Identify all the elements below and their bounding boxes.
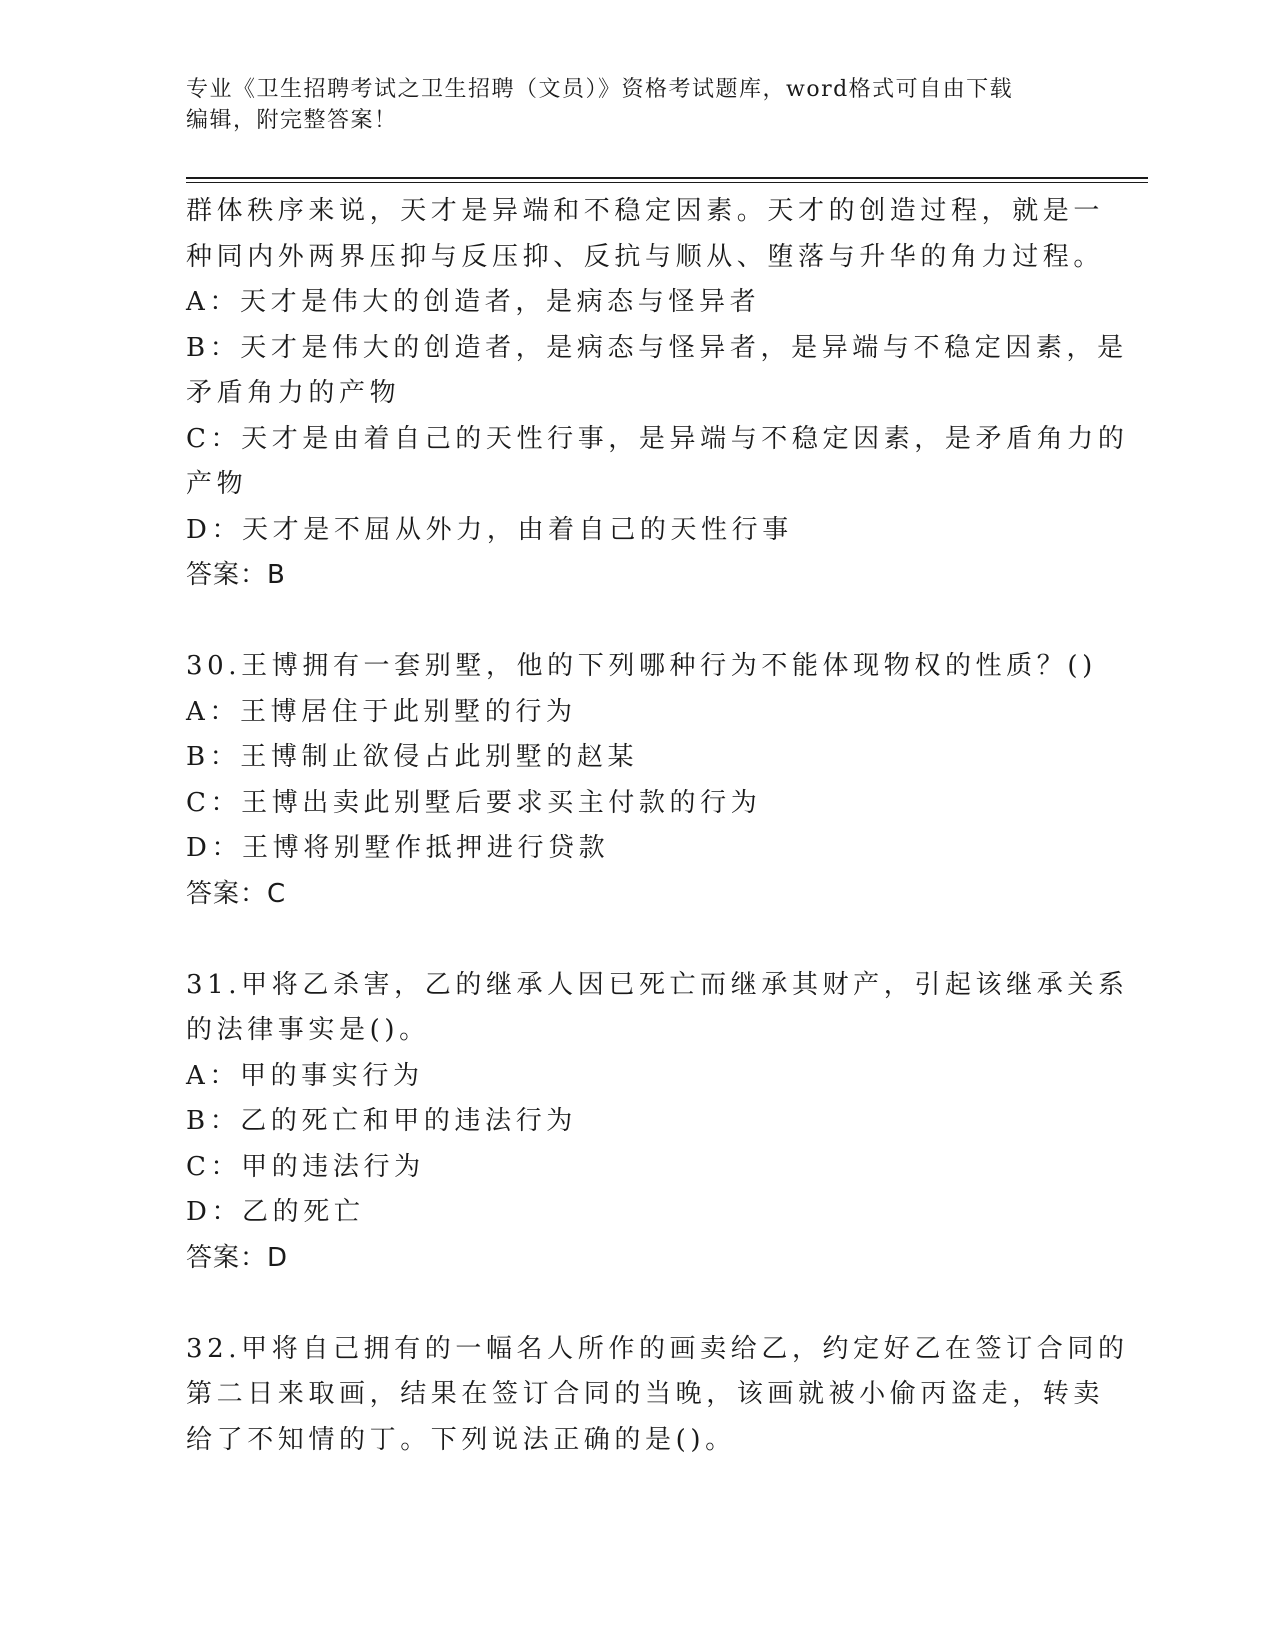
- question-29-option-d: D：天才是不屈从外力，由着自己的天性行事: [186, 514, 793, 545]
- question-32-block: [186, 1327, 1129, 1464]
- question-30-option-b: B：王博制止欲侵占此别墅的赵某: [186, 742, 639, 772]
- question-29-option-b: B：天才是伟大的创造者，是病态与怪异者，是异端与不稳定因素，是: [186, 332, 1128, 363]
- question-29-option-a: A：天才是伟大的创造者，是病态与怪异者: [186, 287, 761, 317]
- question-29-option-c: C：天才是由着自己的天性行事，是异端与不稳定因素，是矛盾角力的: [186, 423, 1129, 454]
- question-31-option-b: B：乙的死亡和甲的违法行为: [186, 1106, 577, 1136]
- question-29-answer: 答案：B: [186, 560, 286, 590]
- question-31-option-c: C：甲的违法行为: [186, 1151, 425, 1182]
- document-body: [186, 189, 1129, 1463]
- question-30-answer: 答案：C: [186, 878, 287, 909]
- question-29-option-c-cont: 产物: [186, 469, 248, 499]
- question-31-stem-line-2: 的法律事实是()。: [186, 1015, 430, 1045]
- question-31-stem-line-1: 31.甲将乙杀害，乙的继承人因已死亡而继承其财产，引起该继承关系: [186, 969, 1129, 1000]
- question-30-option-d: D：王博将别墅作抵押进行贷款: [186, 833, 610, 863]
- spacer: [186, 599, 1086, 645]
- question-30-stem: 30.王博拥有一套别墅，他的下列哪种行为不能体现物权的性质？(): [186, 651, 1097, 681]
- question-30-block: [186, 644, 1097, 917]
- question-30-option-c: C：王博出卖此别墅后要求买主付款的行为: [186, 787, 762, 818]
- question-32-stem-line-3: 给了不知情的丁。下列说法正确的是()。: [186, 1424, 736, 1455]
- question-31-option-d: D：乙的死亡: [186, 1197, 365, 1227]
- question-29-stem-line-1: 群体秩序来说，天才是异端和不稳定因素。天才的创造过程，就是一: [186, 196, 1105, 226]
- spacer: [186, 917, 1086, 963]
- question-29-block: [186, 189, 1129, 599]
- spacer: [186, 1281, 1086, 1327]
- question-32-stem-line-1: 32.甲将自己拥有的一幅名人所作的画卖给乙，约定好乙在签订合同的: [186, 1333, 1129, 1364]
- question-29-option-b-cont: 矛盾角力的产物: [186, 378, 401, 408]
- question-30-option-a: A：王博居住于此别墅的行为: [186, 696, 577, 727]
- question-32-stem-line-2: 第二日来取画，结果在签订合同的当晚，该画就被小偷丙盗走，转卖: [186, 1379, 1105, 1409]
- header-line-2: 编辑，附完整答案！: [186, 108, 398, 133]
- document-header: [186, 74, 1086, 136]
- header-line-1: 专业《卫生招聘考试之卫生招聘（文员）》资格考试题库，word格式可自由下载: [186, 77, 1014, 102]
- question-31-answer: 答案：D: [186, 1242, 289, 1273]
- question-31-option-a: A：甲的事实行为: [186, 1060, 424, 1091]
- question-29-stem-line-2: 种同内外两界压抑与反压抑、反抗与顺从、堕落与升华的角力过程。: [186, 241, 1105, 272]
- question-31-block: [186, 963, 1129, 1282]
- header-divider-thick: [186, 177, 1148, 179]
- header-divider-thin: [186, 182, 1148, 183]
